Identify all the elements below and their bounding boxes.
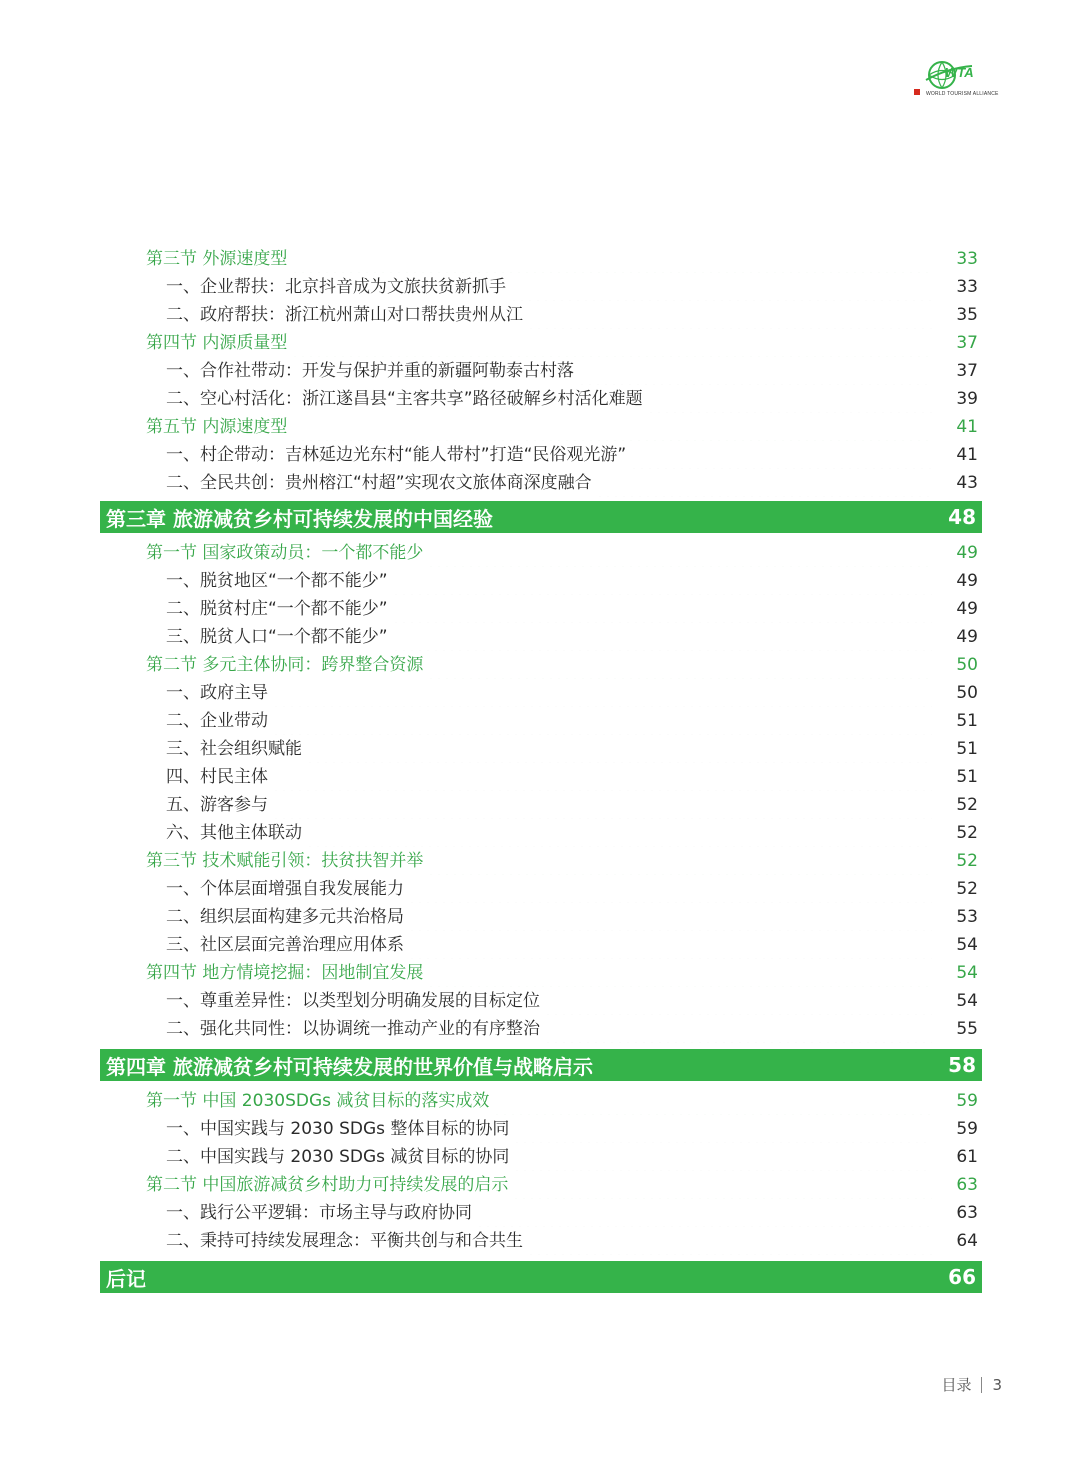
dot-leader — [272, 679, 932, 707]
chapter-title: 第三章 旅游减贫乡村可持续发展的中国经验 — [106, 506, 493, 531]
toc-entry-page: 49 — [956, 599, 978, 619]
dot-leader — [596, 469, 932, 497]
toc-entry-page: 52 — [956, 823, 978, 843]
toc-section-row[interactable] — [0, 1171, 1080, 1199]
dot-leader — [408, 931, 932, 959]
dot-leader — [392, 595, 932, 623]
toc-entry-page: 51 — [956, 767, 978, 787]
toc-entry-page: 50 — [956, 655, 978, 675]
chapter-page: 48 — [948, 505, 976, 529]
toc-section-row[interactable] — [0, 539, 1080, 567]
toc-item-row[interactable] — [0, 357, 1080, 385]
toc-entry-page: 49 — [956, 543, 978, 563]
toc-entry-title: 一、村企带动：吉林延边光东村“能人带村”打造“民俗观光游” — [166, 445, 627, 465]
toc-entry-title: 一、践行公平逻辑：市场主导与政府协同 — [166, 1203, 472, 1223]
toc-item-row[interactable] — [0, 903, 1080, 931]
toc-entry-title: 第二节 中国旅游减贫乡村助力可持续发展的启示 — [146, 1175, 509, 1195]
dot-leader — [306, 819, 932, 847]
toc-section-row[interactable] — [0, 245, 1080, 273]
dot-leader — [291, 245, 932, 273]
toc-entry-page: 64 — [956, 1231, 978, 1251]
logo-tagline: WORLD TOURISM ALLIANCE — [926, 91, 999, 97]
chapter-page: 58 — [948, 1053, 976, 1077]
toc-entry-page: 61 — [956, 1147, 978, 1167]
toc-section-row[interactable] — [0, 959, 1080, 987]
toc-item-row[interactable] — [0, 301, 1080, 329]
dot-leader — [427, 539, 932, 567]
dot-leader — [527, 301, 932, 329]
toc-entry-page: 37 — [956, 361, 978, 381]
toc-entry-title: 第三节 外源速度型 — [146, 249, 288, 269]
toc-entry-title: 四、村民主体 — [166, 767, 268, 787]
toc-entry-title: 第二节 多元主体协同：跨界整合资源 — [146, 655, 424, 675]
toc-entry-title: 二、强化共同性：以协调统一推动产业的有序整治 — [166, 1019, 540, 1039]
toc-entry-title: 三、社区层面完善治理应用体系 — [166, 935, 404, 955]
toc-entry-page: 52 — [956, 851, 978, 871]
toc-section-row[interactable] — [0, 847, 1080, 875]
toc-entry-page: 33 — [956, 249, 978, 269]
toc-item-row[interactable] — [0, 735, 1080, 763]
toc-entry-title: 六、其他主体联动 — [166, 823, 302, 843]
toc-item-row[interactable] — [0, 931, 1080, 959]
toc-entry-title: 二、中国实践与 2030 SDGs 减贫目标的协同 — [166, 1147, 510, 1167]
toc-entry-title: 一、尊重差异性：以类型划分明确发展的目标定位 — [166, 991, 540, 1011]
dot-leader — [291, 413, 932, 441]
dot-leader — [306, 735, 932, 763]
page-number: 3 — [992, 1375, 1002, 1394]
toc-entry-title: 二、企业带动 — [166, 711, 268, 731]
dot-leader — [272, 763, 932, 791]
toc-entry-title: 二、政府帮扶：浙江杭州萧山对口帮扶贵州从江 — [166, 305, 523, 325]
toc-entry-page: 55 — [956, 1019, 978, 1039]
toc-item-row[interactable] — [0, 819, 1080, 847]
toc-entry-title: 二、秉持可持续发展理念：平衡共创与和合共生 — [166, 1231, 523, 1251]
toc-entry-page: 50 — [956, 683, 978, 703]
toc-entry-page: 52 — [956, 795, 978, 815]
dot-leader — [527, 1227, 932, 1255]
toc-block-2 — [0, 539, 1080, 1043]
toc-block-3 — [0, 1087, 1080, 1255]
dot-leader — [544, 987, 932, 1015]
toc-section-row[interactable] — [0, 329, 1080, 357]
toc-entry-title: 一、脱贫地区“一个都不能少” — [166, 571, 388, 591]
page-footer — [941, 1374, 1002, 1395]
toc-item-row[interactable] — [0, 469, 1080, 497]
dot-leader — [630, 441, 932, 469]
toc-entry-title: 第一节 中国 2030SDGs 减贫目标的落实成效 — [146, 1091, 490, 1111]
toc-item-row[interactable] — [0, 623, 1080, 651]
footer-divider — [981, 1377, 982, 1393]
logo-wordmark: WTA — [945, 65, 974, 80]
chapter-4-heading[interactable] — [100, 1049, 982, 1081]
toc-entry-page: 37 — [956, 333, 978, 353]
toc-section-row[interactable] — [0, 651, 1080, 679]
toc-entry-page: 54 — [956, 963, 978, 983]
dot-leader — [512, 1171, 932, 1199]
toc-entry-page: 51 — [956, 711, 978, 731]
toc-entry-title: 三、社会组织赋能 — [166, 739, 302, 759]
toc-entry-page: 63 — [956, 1203, 978, 1223]
toc-item-row[interactable] — [0, 1015, 1080, 1043]
toc-item-row[interactable] — [0, 441, 1080, 469]
dot-leader — [510, 273, 932, 301]
toc-entry-page: 33 — [956, 277, 978, 297]
dot-leader — [513, 1115, 932, 1143]
dot-leader — [578, 357, 932, 385]
logo-red-mark — [914, 89, 920, 95]
toc-entry-title: 一、企业帮扶：北京抖音成为文旅扶贫新抓手 — [166, 277, 506, 297]
toc-entry-title: 一、政府主导 — [166, 683, 268, 703]
toc-entry-page: 35 — [956, 305, 978, 325]
toc-entry-page: 41 — [956, 417, 978, 437]
toc-section-row[interactable] — [0, 1087, 1080, 1115]
toc-item-row[interactable] — [0, 791, 1080, 819]
toc-entry-title: 二、脱贫村庄“一个都不能少” — [166, 599, 388, 619]
dot-leader — [493, 1087, 932, 1115]
toc-entry-page: 59 — [956, 1091, 978, 1111]
toc-entry-title: 二、全民共创：贵州榕江“村超”实现农文旅体商深度融合 — [166, 473, 592, 493]
toc-entry-title: 三、脱贫人口“一个都不能少” — [166, 627, 388, 647]
toc-entry-title: 一、合作社带动：开发与保护并重的新疆阿勒泰古村落 — [166, 361, 574, 381]
dot-leader — [392, 567, 932, 595]
dot-leader — [476, 1199, 932, 1227]
toc-item-row[interactable] — [0, 707, 1080, 735]
toc-entry-title: 一、中国实践与 2030 SDGs 整体目标的协同 — [166, 1119, 510, 1139]
toc-entry-title: 五、游客参与 — [166, 795, 268, 815]
toc-entry-page: 51 — [956, 739, 978, 759]
dot-leader — [647, 385, 932, 413]
toc-item-row[interactable] — [0, 1227, 1080, 1255]
toc-entry-page: 43 — [956, 473, 978, 493]
toc-entry-page: 41 — [956, 445, 978, 465]
afterword-heading[interactable] — [100, 1261, 982, 1293]
chapter-title: 后记 — [106, 1266, 146, 1291]
toc-entry-page: 63 — [956, 1175, 978, 1195]
toc-entry-page: 49 — [956, 627, 978, 647]
toc-entry-title: 一、个体层面增强自我发展能力 — [166, 879, 404, 899]
footer-label: 目录 — [941, 1376, 972, 1394]
chapter-3-heading[interactable] — [100, 501, 982, 533]
dot-leader — [408, 875, 932, 903]
toc-entry-page: 52 — [956, 879, 978, 899]
toc-entry-page: 53 — [956, 907, 978, 927]
dot-leader — [427, 847, 932, 875]
toc-item-row[interactable] — [0, 273, 1080, 301]
toc-entry-title: 第五节 内源速度型 — [146, 417, 288, 437]
dot-leader — [544, 1015, 932, 1043]
toc-item-row[interactable] — [0, 763, 1080, 791]
toc-item-row[interactable] — [0, 1115, 1080, 1143]
toc-item-row[interactable] — [0, 1199, 1080, 1227]
dot-leader — [427, 959, 932, 987]
toc-entry-page: 54 — [956, 991, 978, 1011]
toc-entry-title: 二、组织层面构建多元共治格局 — [166, 907, 404, 927]
dot-leader — [272, 791, 932, 819]
toc-item-row[interactable] — [0, 875, 1080, 903]
toc-entry-title: 第三节 技术赋能引领：扶贫扶智并举 — [146, 851, 424, 871]
toc-section-row[interactable] — [0, 413, 1080, 441]
toc-entry-title: 第四节 地方情境挖掘：因地制宜发展 — [146, 963, 424, 983]
dot-leader — [392, 623, 932, 651]
toc-item-row[interactable] — [0, 987, 1080, 1015]
toc-entry-page: 39 — [956, 389, 978, 409]
toc-entry-title: 第一节 国家政策动员：一个都不能少 — [146, 543, 424, 563]
dot-leader — [291, 329, 932, 357]
chapter-title: 第四章 旅游减贫乡村可持续发展的世界价值与战略启示 — [106, 1054, 593, 1079]
chapter-page: 66 — [948, 1265, 976, 1289]
dot-leader — [427, 651, 932, 679]
dot-leader — [513, 1143, 932, 1171]
toc-item-row[interactable] — [0, 679, 1080, 707]
toc-item-row[interactable] — [0, 1143, 1080, 1171]
toc-block-1 — [0, 245, 1080, 497]
toc-item-row[interactable] — [0, 385, 1080, 413]
toc-entry-page: 59 — [956, 1119, 978, 1139]
dot-leader — [272, 707, 932, 735]
toc-entry-page: 54 — [956, 935, 978, 955]
table-of-contents — [0, 245, 1080, 1299]
dot-leader — [408, 903, 932, 931]
toc-entry-title: 第四节 内源质量型 — [146, 333, 288, 353]
toc-item-row[interactable] — [0, 567, 1080, 595]
toc-entry-title: 二、空心村活化：浙江遂昌县“主客共享”路径破解乡村活化难题 — [166, 389, 643, 409]
toc-item-row[interactable] — [0, 595, 1080, 623]
toc-entry-page: 49 — [956, 571, 978, 591]
